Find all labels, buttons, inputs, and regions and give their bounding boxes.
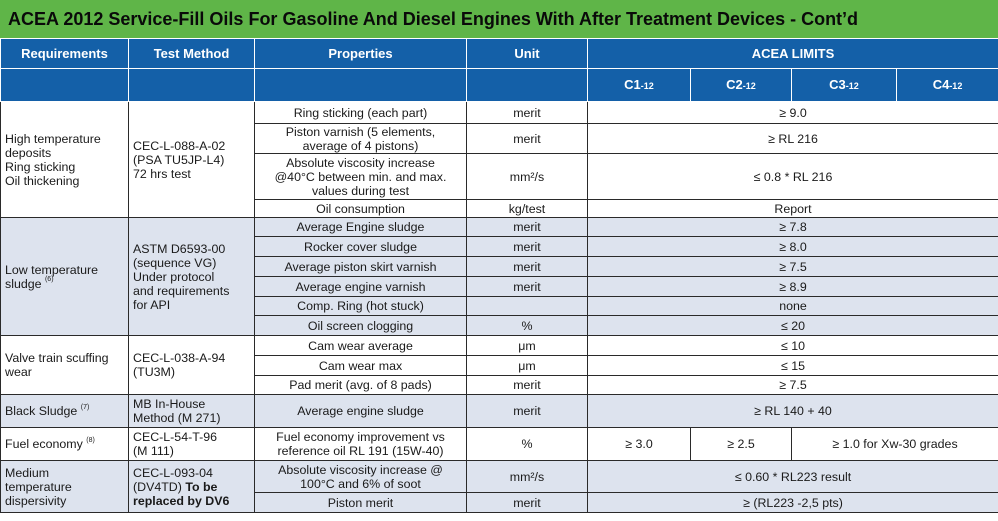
property-cell: Ring sticking (each part) [255, 102, 467, 124]
header-row-sub [1, 69, 998, 102]
requirement-cell: Valve train scuffing wear [1, 336, 129, 395]
table-row [1, 102, 998, 124]
table-row [1, 336, 998, 356]
page-title: ACEA 2012 Service-Fill Oils For Gasoline And Diesel Engines With After Treatment Devices - Cont’d [0, 0, 998, 38]
limit-cell: ≥ RL 140 + 40 [588, 395, 998, 428]
header-c1: C1-12 [588, 69, 691, 102]
header-acea-limits: ACEA LIMITS [588, 39, 998, 69]
acea-limits-table [0, 38, 998, 513]
table-row [1, 461, 998, 493]
header-properties: Properties [255, 39, 467, 69]
limit-cell: ≥ 8.9 [588, 277, 998, 297]
property-cell: Fuel economy improvement vs reference oil RL 191 (15W-40) [255, 428, 467, 461]
unit-cell: merit [467, 277, 588, 297]
test-method-cell: CEC-L-54-T-96 (M 111) [129, 428, 255, 461]
header-c3: C3-12 [792, 69, 897, 102]
property-cell: Piston merit [255, 493, 467, 513]
property-cell: Pad merit (avg. of 8 pads) [255, 376, 467, 395]
header-c2: C2-12 [691, 69, 792, 102]
header-blank [1, 69, 129, 102]
header-blank [467, 69, 588, 102]
requirement-cell: Fuel economy $^{(8)}$ [1, 428, 129, 461]
property-cell: Cam wear max [255, 356, 467, 376]
header-test-method: Test Method [129, 39, 255, 69]
requirement-cell: High temperature deposits Ring sticking Oil thickening [1, 102, 129, 218]
limit-cell: ≥ (RL223 -2,5 pts) [588, 493, 998, 513]
test-method-cell: CEC-L-038-A-94 (TU3M) [129, 336, 255, 395]
limit-cell: ≥ 7.5 [588, 257, 998, 277]
header-requirements: Requirements [1, 39, 129, 69]
header-blank [255, 69, 467, 102]
limit-cell: ≤ 20 [588, 316, 998, 336]
property-cell: Piston varnish (5 elements, average of 4 pistons) [255, 124, 467, 154]
property-cell: Cam wear average [255, 336, 467, 356]
test-method-cell: ASTM D6593-00 (sequence VG) Under protocol and requirements for API [129, 218, 255, 336]
unit-cell [467, 297, 588, 316]
table-row [1, 428, 998, 461]
header-blank [129, 69, 255, 102]
property-cell: Average engine sludge [255, 395, 467, 428]
unit-cell: merit [467, 376, 588, 395]
header-c4: C4-12 [897, 69, 998, 102]
unit-cell: merit [467, 124, 588, 154]
property-cell: Average Engine sludge [255, 218, 467, 237]
limit-cell: ≤ 0.60 * RL223 result [588, 461, 998, 493]
property-cell: Absolute viscosity increase @ 100°C and 6% of soot [255, 461, 467, 493]
unit-cell: merit [467, 395, 588, 428]
property-cell: Oil screen clogging [255, 316, 467, 336]
test-method-cell: CEC-L-093-04 (DV4TD) To be replaced by DV6 [129, 461, 255, 513]
property-cell: Average engine varnish [255, 277, 467, 297]
limit-cell: ≥ 8.0 [588, 237, 998, 257]
unit-cell: μm [467, 336, 588, 356]
limit-cell: none [588, 297, 998, 316]
limit-cell-c3-c4: ≥ 1.0 for Xw-30 grades [792, 428, 998, 461]
limit-cell: ≥ RL 216 [588, 124, 998, 154]
limit-cell: ≥ 7.5 [588, 376, 998, 395]
limit-cell: ≤ 15 [588, 356, 998, 376]
unit-cell: mm²/s [467, 154, 588, 200]
header-row [1, 39, 998, 69]
limit-cell-c2: ≥ 2.5 [691, 428, 792, 461]
limit-cell-c1: ≥ 3.0 [588, 428, 691, 461]
unit-cell: mm²/s [467, 461, 588, 493]
unit-cell: % [467, 428, 588, 461]
property-cell: Average piston skirt varnish [255, 257, 467, 277]
limit-cell: ≤ 10 [588, 336, 998, 356]
property-cell: Rocker cover sludge [255, 237, 467, 257]
header-unit: Unit [467, 39, 588, 69]
unit-cell: kg/test [467, 200, 588, 218]
unit-cell: merit [467, 257, 588, 277]
property-cell: Comp. Ring (hot stuck) [255, 297, 467, 316]
test-method-cell: MB In-House Method (M 271) [129, 395, 255, 428]
requirement-cell: Black Sludge $^{(7)}$ [1, 395, 129, 428]
limit-cell: Report [588, 200, 998, 218]
unit-cell: merit [467, 102, 588, 124]
requirement-cell: Medium temperature dispersivity [1, 461, 129, 513]
requirement-cell: Low temperature sludge $^{(6)}$ [1, 218, 129, 336]
unit-cell: merit [467, 493, 588, 513]
limit-cell: ≥ 9.0 [588, 102, 998, 124]
table-row [1, 218, 998, 237]
unit-cell: % [467, 316, 588, 336]
unit-cell: μm [467, 356, 588, 376]
limit-cell: ≤ 0.8 * RL 216 [588, 154, 998, 200]
table-row [1, 395, 998, 428]
unit-cell: merit [467, 218, 588, 237]
property-cell: Absolute viscosity increase @40°C between min. and max. values during test [255, 154, 467, 200]
test-method-cell: CEC-L-088-A-02 (PSA TU5JP-L4) 72 hrs test [129, 102, 255, 218]
limit-cell: ≥ 7.8 [588, 218, 998, 237]
unit-cell: merit [467, 237, 588, 257]
property-cell: Oil consumption [255, 200, 467, 218]
